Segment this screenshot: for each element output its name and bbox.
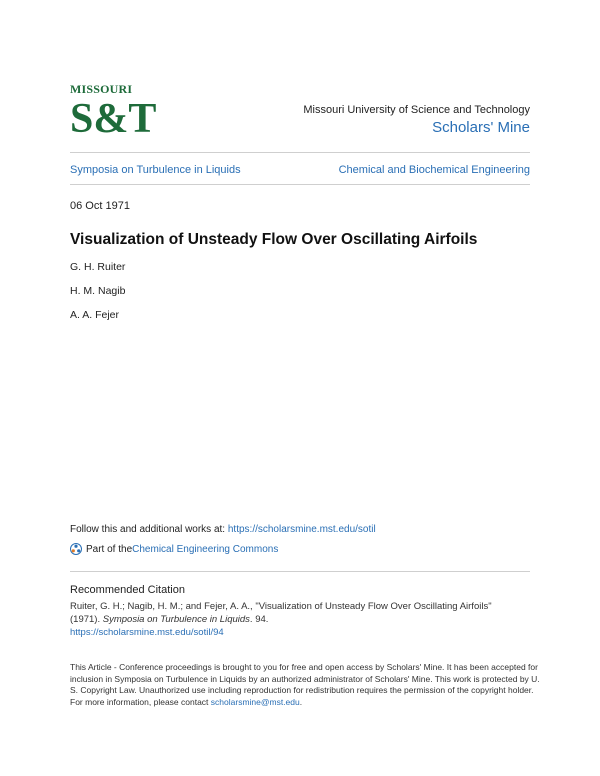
publication-date: 06 Oct 1971 xyxy=(70,200,130,212)
commons-link[interactable]: Chemical Engineering Commons xyxy=(132,543,279,555)
citation-url[interactable]: https://scholarsmine.mst.edu/sotil/94 xyxy=(70,627,224,638)
author: H. M. Nagib xyxy=(70,285,126,297)
citation-year: (1971). xyxy=(70,614,103,625)
contact-email-link[interactable]: scholarsmine@mst.edu xyxy=(210,696,300,707)
divider xyxy=(70,184,530,185)
follow-prefix: Follow this and additional works at: xyxy=(70,524,228,535)
missouri-st-logo xyxy=(70,82,157,142)
logo-st-mark xyxy=(70,94,157,142)
institution-name: Missouri University of Science and Technology xyxy=(303,104,530,116)
footer-end: . xyxy=(299,696,303,707)
logo-missouri-text: MISSOURI xyxy=(70,82,133,96)
footer-text: This Article - Conference proceedings is brought to you for free and open access by Scholars' Mine. It has been accepted for inclusion in Symposia on Turbulence in Liquids by an authorized administrator of Scholars' Mine. This work is protected by U. S. Copyright Law. Unauthorized use including reproduction for redistribution requires the permission of the copyright holder. For more information, please contact xyxy=(70,662,540,707)
citation-venue: Symposia on Turbulence in Liquids xyxy=(102,614,250,625)
breadcrumb-department[interactable]: Chemical and Biochemical Engineering xyxy=(338,164,530,176)
repository-name[interactable]: Scholars' Mine xyxy=(432,119,530,136)
citation-text xyxy=(70,600,540,639)
follow-line xyxy=(70,524,376,535)
divider xyxy=(70,571,530,572)
citation-heading: Recommended Citation xyxy=(70,584,185,596)
footer-notice xyxy=(70,662,540,708)
part-of-prefix: Part of the xyxy=(86,543,133,555)
citation-page: . 94. xyxy=(249,614,269,625)
breadcrumb-collection[interactable]: Symposia on Turbulence in Liquids xyxy=(70,164,241,176)
divider xyxy=(70,152,530,153)
citation-line1: Ruiter, G. H.; Nagib, H. M.; and Fejer, A. A., "Visualization of Unsteady Flow Over Oscillating Airfoils" xyxy=(70,601,492,612)
part-of-line xyxy=(70,543,278,555)
author: A. A. Fejer xyxy=(70,309,120,321)
commons-network-icon xyxy=(70,543,82,555)
paper-title: Visualization of Unsteady Flow Over Oscillating Airfoils xyxy=(70,231,478,248)
author: G. H. Ruiter xyxy=(70,261,126,273)
follow-link[interactable]: https://scholarsmine.mst.edu/sotil xyxy=(227,524,376,535)
svg-text:S&T: S&T xyxy=(70,96,157,142)
